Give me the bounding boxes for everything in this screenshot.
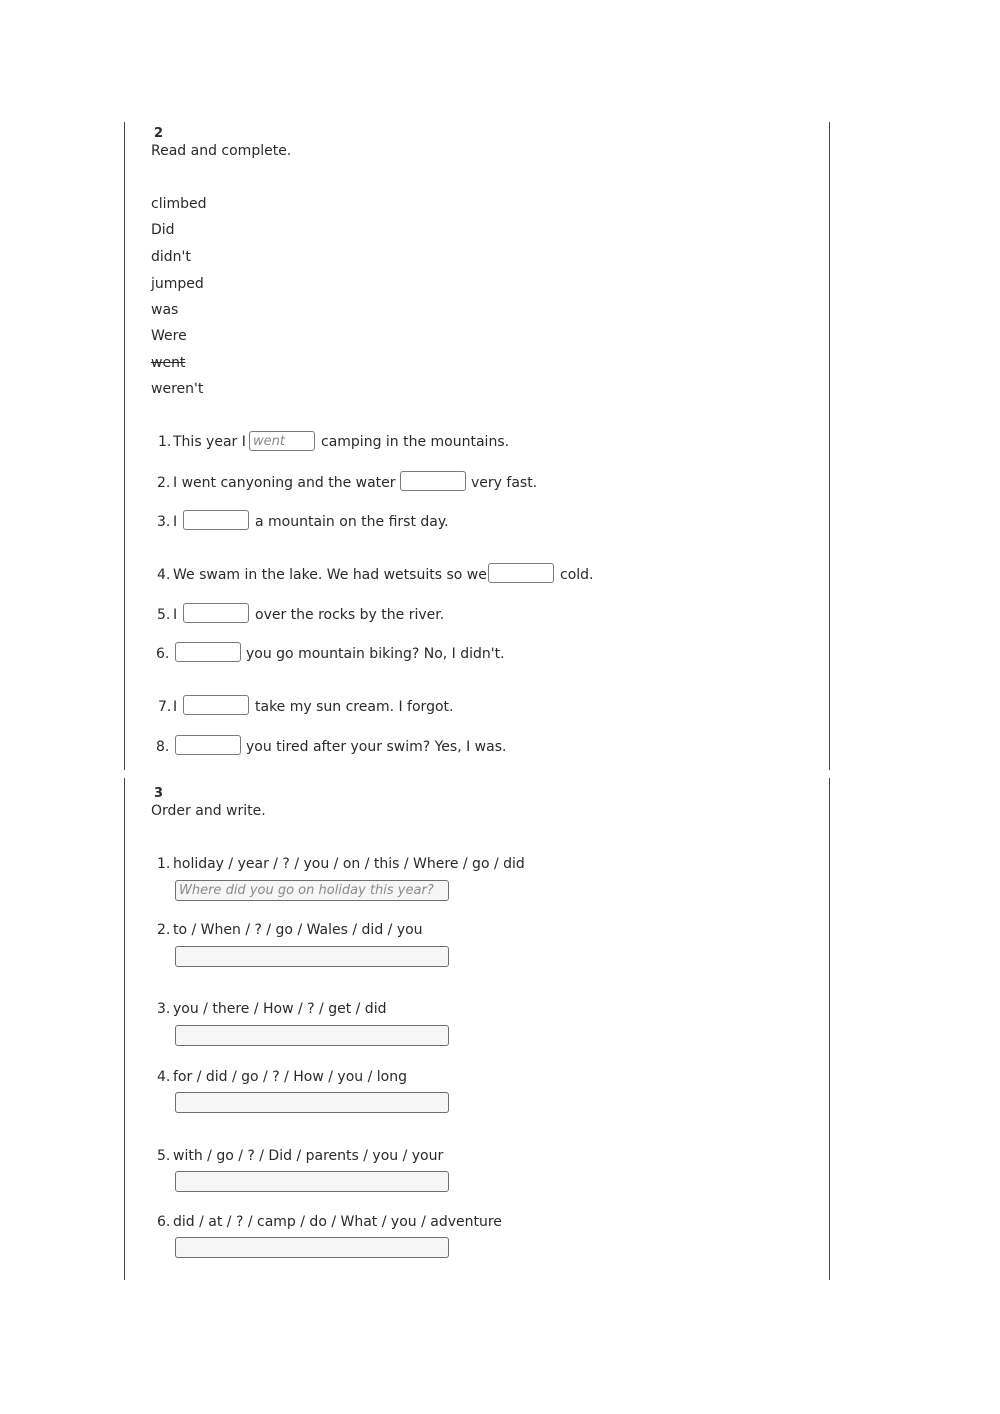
sentence-start: I (173, 607, 178, 623)
word-bank-item: weren't (151, 381, 204, 397)
left-border-top (124, 122, 125, 770)
answer-field[interactable] (249, 431, 315, 451)
right-border-top (829, 122, 830, 770)
sentence-end: take my sun cream. I forgot. (255, 699, 454, 715)
word-bank-item: Did (151, 222, 175, 238)
answer-value: Where did you go on holiday this year? (179, 883, 434, 898)
scrambled-prompt: did / at / ? / camp / do / What / you / adventure (173, 1214, 502, 1230)
scrambled-prompt: for / did / go / ? / How / you / long (173, 1069, 407, 1085)
sentence-answer-field[interactable] (175, 1171, 449, 1192)
exercise-2-number: 2 (154, 126, 164, 141)
answer-value: went (253, 434, 285, 449)
answer-field[interactable] (183, 603, 249, 623)
answer-field[interactable] (175, 642, 241, 662)
word-bank-item: didn't (151, 249, 191, 265)
answer-field[interactable] (488, 563, 554, 583)
question-number: 4. (157, 1069, 171, 1085)
sentence-end: over the rocks by the river. (255, 607, 445, 623)
answer-field[interactable] (400, 471, 466, 491)
sentence-end: you go mountain biking? No, I didn't. (246, 646, 505, 662)
sentence-answer-field[interactable] (175, 1025, 449, 1046)
sentence-answer-field[interactable] (175, 946, 449, 967)
question-number: 6. (157, 1214, 171, 1230)
question-number: 3. (157, 1001, 171, 1017)
answer-field[interactable] (183, 695, 249, 715)
word-bank-item-used: went (151, 355, 186, 371)
question-number: 5. (157, 1148, 171, 1164)
sentence-end: a mountain on the first day. (255, 514, 449, 530)
sentence-answer-field[interactable] (175, 880, 449, 901)
sentence-end: camping in the mountains. (321, 434, 510, 450)
question-number: 1. (157, 856, 171, 872)
sentence-answer-field[interactable] (175, 1237, 449, 1258)
question-number: 5. (157, 607, 171, 623)
word-bank-item: Were (151, 328, 187, 344)
scrambled-prompt: with / go / ? / Did / parents / you / your (173, 1148, 444, 1164)
sentence-start: I (173, 514, 178, 530)
answer-field[interactable] (175, 735, 241, 755)
sentence-start: This year I (173, 434, 246, 450)
question-number: 7. (158, 699, 172, 715)
exercise-3-instruction: Order and write. (151, 803, 266, 819)
sentence-answer-field[interactable] (175, 1092, 449, 1113)
sentence-end: cold. (560, 567, 594, 583)
scrambled-prompt: you / there / How / ? / get / did (173, 1001, 387, 1017)
question-number: 2. (157, 475, 171, 491)
question-number: 3. (157, 514, 171, 530)
exercise-2-instruction: Read and complete. (151, 143, 292, 159)
scrambled-prompt: to / When / ? / go / Wales / did / you (173, 922, 423, 938)
sentence-end: very fast. (471, 475, 538, 491)
question-number: 1. (158, 434, 172, 450)
sentence-start: I (173, 699, 178, 715)
question-number: 8. (156, 739, 170, 755)
right-border-bottom (829, 778, 830, 1280)
question-number: 2. (157, 922, 171, 938)
exercise-3-number: 3 (154, 786, 164, 801)
word-bank-item: climbed (151, 196, 207, 212)
scrambled-prompt: holiday / year / ? / you / on / this / Where / go / did (173, 856, 525, 872)
sentence-start: I went canyoning and the water (173, 475, 396, 491)
question-number: 4. (157, 567, 171, 583)
left-border-bottom (124, 778, 125, 1280)
sentence-start: We swam in the lake. We had wetsuits so we (173, 567, 487, 583)
word-bank-item: was (151, 302, 179, 318)
answer-field[interactable] (183, 510, 249, 530)
word-bank-item: jumped (151, 276, 204, 292)
sentence-end: you tired after your swim? Yes, I was. (246, 739, 507, 755)
question-number: 6. (156, 646, 170, 662)
